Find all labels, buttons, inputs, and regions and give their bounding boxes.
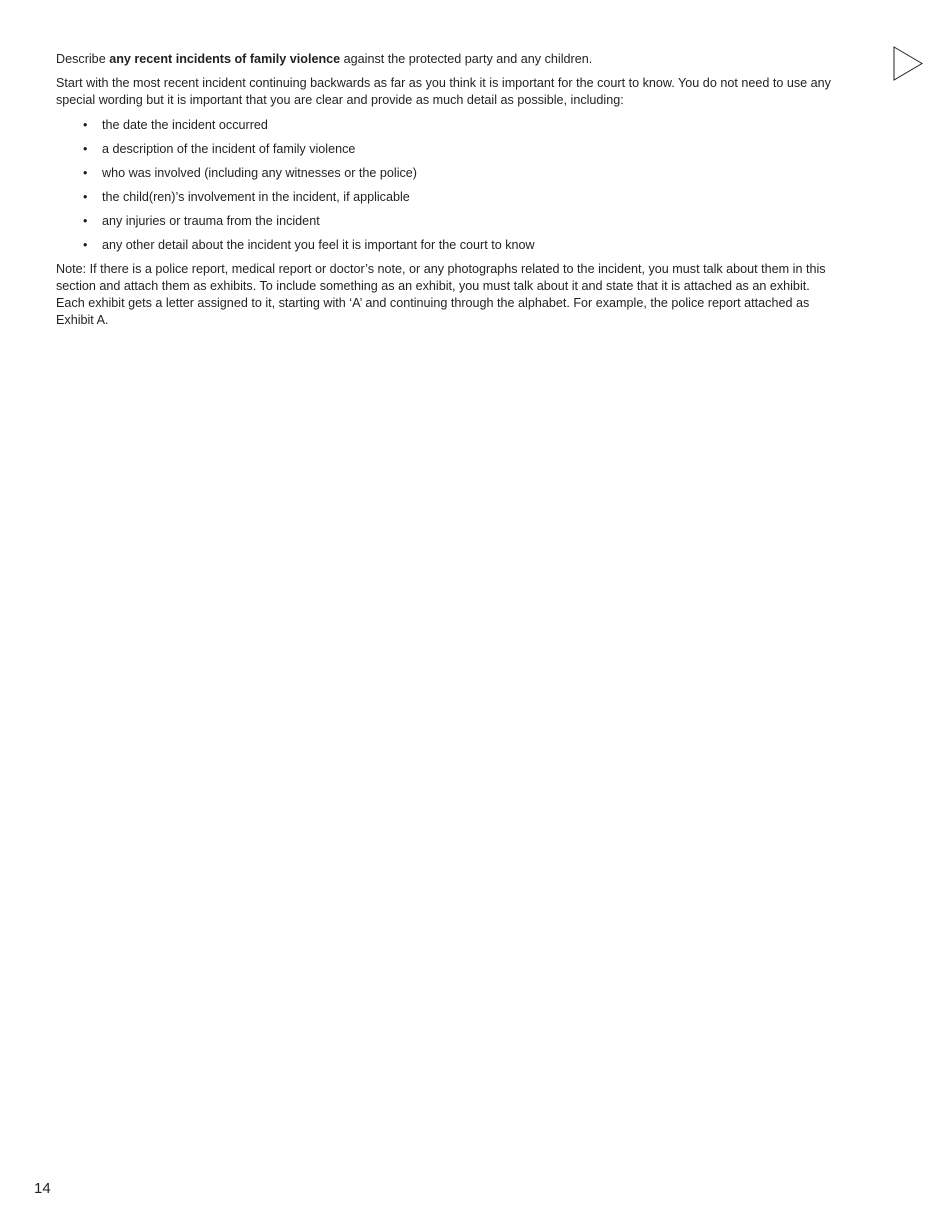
list-item [56,165,840,189]
list-item [56,117,840,141]
detail-list [56,117,840,261]
intro-paragraph [56,51,840,68]
instructions-section [56,51,840,329]
list-item-text: the date the incident occurred [102,117,268,132]
bullet-icon: • [83,189,88,204]
bullet-icon: • [83,213,88,228]
intro-prefix: Describe [56,52,110,66]
intro-suffix: against the protected party and any children. [340,52,593,66]
list-item [56,141,840,165]
bullet-icon: • [83,165,88,180]
list-item-text: any injuries or trauma from the incident [102,213,320,228]
lead-paragraph: Start with the most recent incident continuing backwards as far as you think it is important for the court to know. You do not need to use any special wording but it is important that you are clear and provide as much detail as possible, including: [56,76,831,108]
list-item [56,237,840,261]
list-item-text: a description of the incident of family violence [102,141,356,156]
list-item [56,213,840,237]
list-item-text: any other detail about the incident you feel it is important for the court to know [102,237,535,252]
bullet-icon: • [83,117,88,132]
triangle-right-icon [893,46,923,81]
page-number: 14 [34,1180,51,1197]
bullet-icon: • [83,141,88,156]
note-paragraph: Note: If there is a police report, medical report or doctor’s note, or any photographs related to the incident, you must talk about them in this section and attach them as exhibits. To include something as an exhibit, you must talk about it and state that it is attached as an exhibit. Each exhibit gets a letter assigned to it, starting with ‘A’ and continuing through the alphabet. For example, the police report attached as Exhibit A. [56,261,826,328]
bullet-icon: • [83,237,88,252]
list-item-text: the child(ren)’s involvement in the incident, if applicable [102,189,410,204]
intro-emphasis: any recent incidents of family violence [109,52,341,66]
list-item-text: who was involved (including any witnesses or the police) [102,165,418,180]
list-item [56,189,840,213]
next-page-arrow-icon[interactable] [893,46,923,81]
